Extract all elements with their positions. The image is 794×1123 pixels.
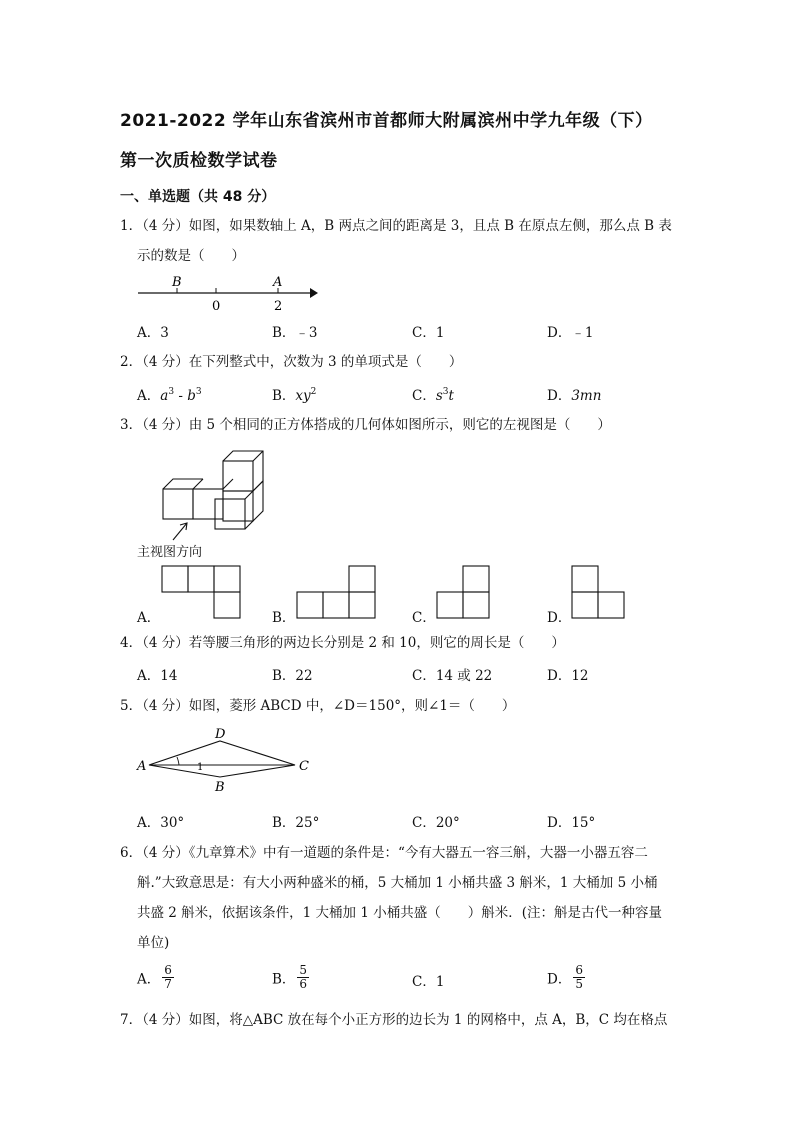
q1-option-b: B．﹣3 — [272, 325, 318, 341]
q4-option-d: D．12 — [547, 668, 589, 684]
q3-option-b: B． — [272, 610, 296, 626]
question-6-line4: 单位) — [137, 935, 170, 951]
q3-option-a: A． — [137, 610, 161, 626]
rhombus-label-c: C — [299, 759, 309, 774]
q4-option-b: B．22 — [272, 668, 313, 684]
question-6-line1: 6．（4 分）《九章算术》中有一道题的条件是：“今有大器五一容三斛，大器一小器五容二 — [120, 845, 648, 861]
label-2: 2 — [274, 299, 283, 314]
number-line-figure — [130, 272, 330, 316]
q2-option-b: B．$xy^2$ — [272, 387, 317, 404]
q3-option-c-figure — [436, 565, 492, 621]
q2-option-d: D．3mn — [547, 388, 602, 404]
q3-option-c: C． — [412, 610, 436, 626]
q4-option-c: C．14 或 22 — [412, 668, 493, 684]
q6-option-b: B． $\frac{5}{6}$ — [272, 963, 308, 991]
q5-option-b: B．25° — [272, 815, 320, 831]
q3-option-d-figure — [571, 565, 627, 621]
question-5-line1: 5．（4 分）如图，菱形 ABCD 中，∠D＝150°，则∠1＝（ ） — [120, 698, 516, 714]
number-line-arrow — [310, 288, 318, 298]
q5-option-c: C．20° — [412, 815, 460, 831]
question-6-line2: 斛.”大致意思是：有大小两种盛米的桶，5 大桶加 1 小桶共盛 3 斛米，1 大桶加 5 小桶 — [137, 875, 658, 891]
question-4-line1: 4．（4 分）若等腰三角形的两边长分别是 2 和 10，则它的周长是（ ） — [120, 635, 565, 651]
rhombus-outline — [149, 741, 295, 777]
q1-option-a: A．3 — [137, 325, 169, 341]
q5-option-a: A．30° — [137, 815, 185, 831]
q3-option-d: D． — [547, 610, 572, 626]
question-2-line1: 2．（4 分）在下列整式中，次数为 3 的单项式是（ ） — [120, 354, 463, 370]
rhombus-figure — [135, 725, 315, 795]
page-title-line2: 第一次质检数学试卷 — [120, 151, 278, 171]
section-heading: 一、单选题（共 48 分） — [120, 189, 276, 205]
question-6-line3: 共盛 2 斛米，依据该条件，1 大桶加 1 小桶共盛（ ）斛米．(注：斛是古代一种容量 — [137, 905, 662, 921]
rhombus-label-d: D — [215, 727, 226, 742]
question-1-line1: 1．（4 分）如图，如果数轴上 A，B 两点之间的距离是 3，且点 B 在原点左侧，那么点 B 表 — [120, 218, 672, 234]
q3-option-b-figure — [296, 565, 378, 621]
question-7-line1: 7．（4 分）如图，将△ABC 放在每个小正方形的边长为 1 的网格中，点 A，B，C 均在格点 — [120, 1012, 668, 1028]
label-0: 0 — [212, 299, 221, 314]
q1-option-c: C．1 — [412, 325, 445, 341]
rhombus-label-a: A — [137, 759, 147, 774]
rhombus-label-b: B — [215, 780, 225, 795]
angle-1-arc — [177, 757, 179, 765]
main-view-direction-label: 主视图方向 — [137, 545, 203, 560]
q2-option-a: A．$a^3 - b^3$ — [137, 387, 202, 404]
q6-option-d: D． $\frac{6}{5}$ — [547, 963, 583, 991]
direction-arrow-line — [173, 523, 187, 540]
q4-option-a: A．14 — [137, 668, 178, 684]
q2-option-c: C．$s^3t$ — [412, 387, 454, 404]
label-b: B — [172, 275, 182, 290]
q6-option-c: C．1 — [412, 974, 445, 990]
q3-option-a-figure — [161, 565, 243, 621]
label-a: A — [273, 275, 283, 290]
q1-option-d: D．﹣1 — [547, 325, 594, 341]
question-1-line2: 示的数是（ ） — [137, 248, 245, 264]
question-3-line1: 3．（4 分）由 5 个相同的正方体搭成的几何体如图所示，则它的左视图是（ ） — [120, 417, 611, 433]
angle-1-label: 1 — [197, 762, 204, 773]
q5-option-d: D．15° — [547, 815, 596, 831]
q6-option-a: A． $\frac{6}{7}$ — [137, 963, 172, 991]
page-title-line1: 2021-2022 学年山东省滨州市首都师大附属滨州中学九年级（下） — [120, 111, 653, 131]
